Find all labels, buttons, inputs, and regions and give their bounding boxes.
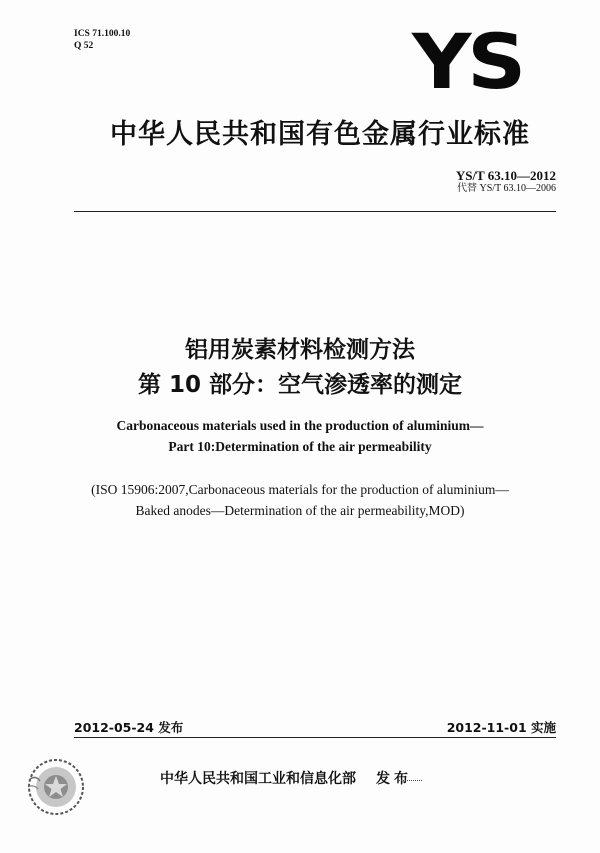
publisher-line: [160, 768, 490, 788]
official-seal-icon: [26, 757, 86, 817]
title-cn-line2: 第 10 部分：空气渗透率的测定: [137, 372, 463, 398]
title-cn-line1: 铝用炭素材料检测方法: [185, 337, 415, 363]
standard-number: YS/T 63.10—2012: [455, 168, 556, 183]
title-en-line2: Part 10:Determination of the air permeability: [168, 439, 432, 454]
bottom-divider: [74, 737, 556, 738]
publisher-action: 发布: [376, 771, 412, 787]
publish-date: 2012-05-24 发布: [74, 720, 184, 735]
issuer-title: 中华人民共和国有色金属行业标准: [110, 119, 530, 150]
classification-codes: [74, 28, 130, 52]
ccs-code: Q 52: [74, 41, 94, 51]
publisher-org: 中华人民共和国工业和信息化部: [160, 771, 356, 787]
standard-code-block: [456, 168, 556, 195]
iso-reference-line2: Baked anodes—Determination of the air permeability,MOD): [135, 503, 465, 518]
replaces-standard: 代替 YS/T 63.10—2006: [457, 183, 556, 194]
top-divider: [74, 211, 556, 212]
ics-code: ICS 71.100.10: [74, 29, 131, 39]
ys-logo: YS: [412, 17, 522, 106]
implement-date: 2012-11-01 实施: [446, 720, 556, 735]
iso-reference-line1: (ISO 15906:2007,Carbonaceous materials for the production of aluminium—: [91, 482, 509, 497]
dotted-leader: [398, 780, 422, 781]
title-en-line1: Carbonaceous materials used in the production of aluminium—: [116, 418, 484, 433]
